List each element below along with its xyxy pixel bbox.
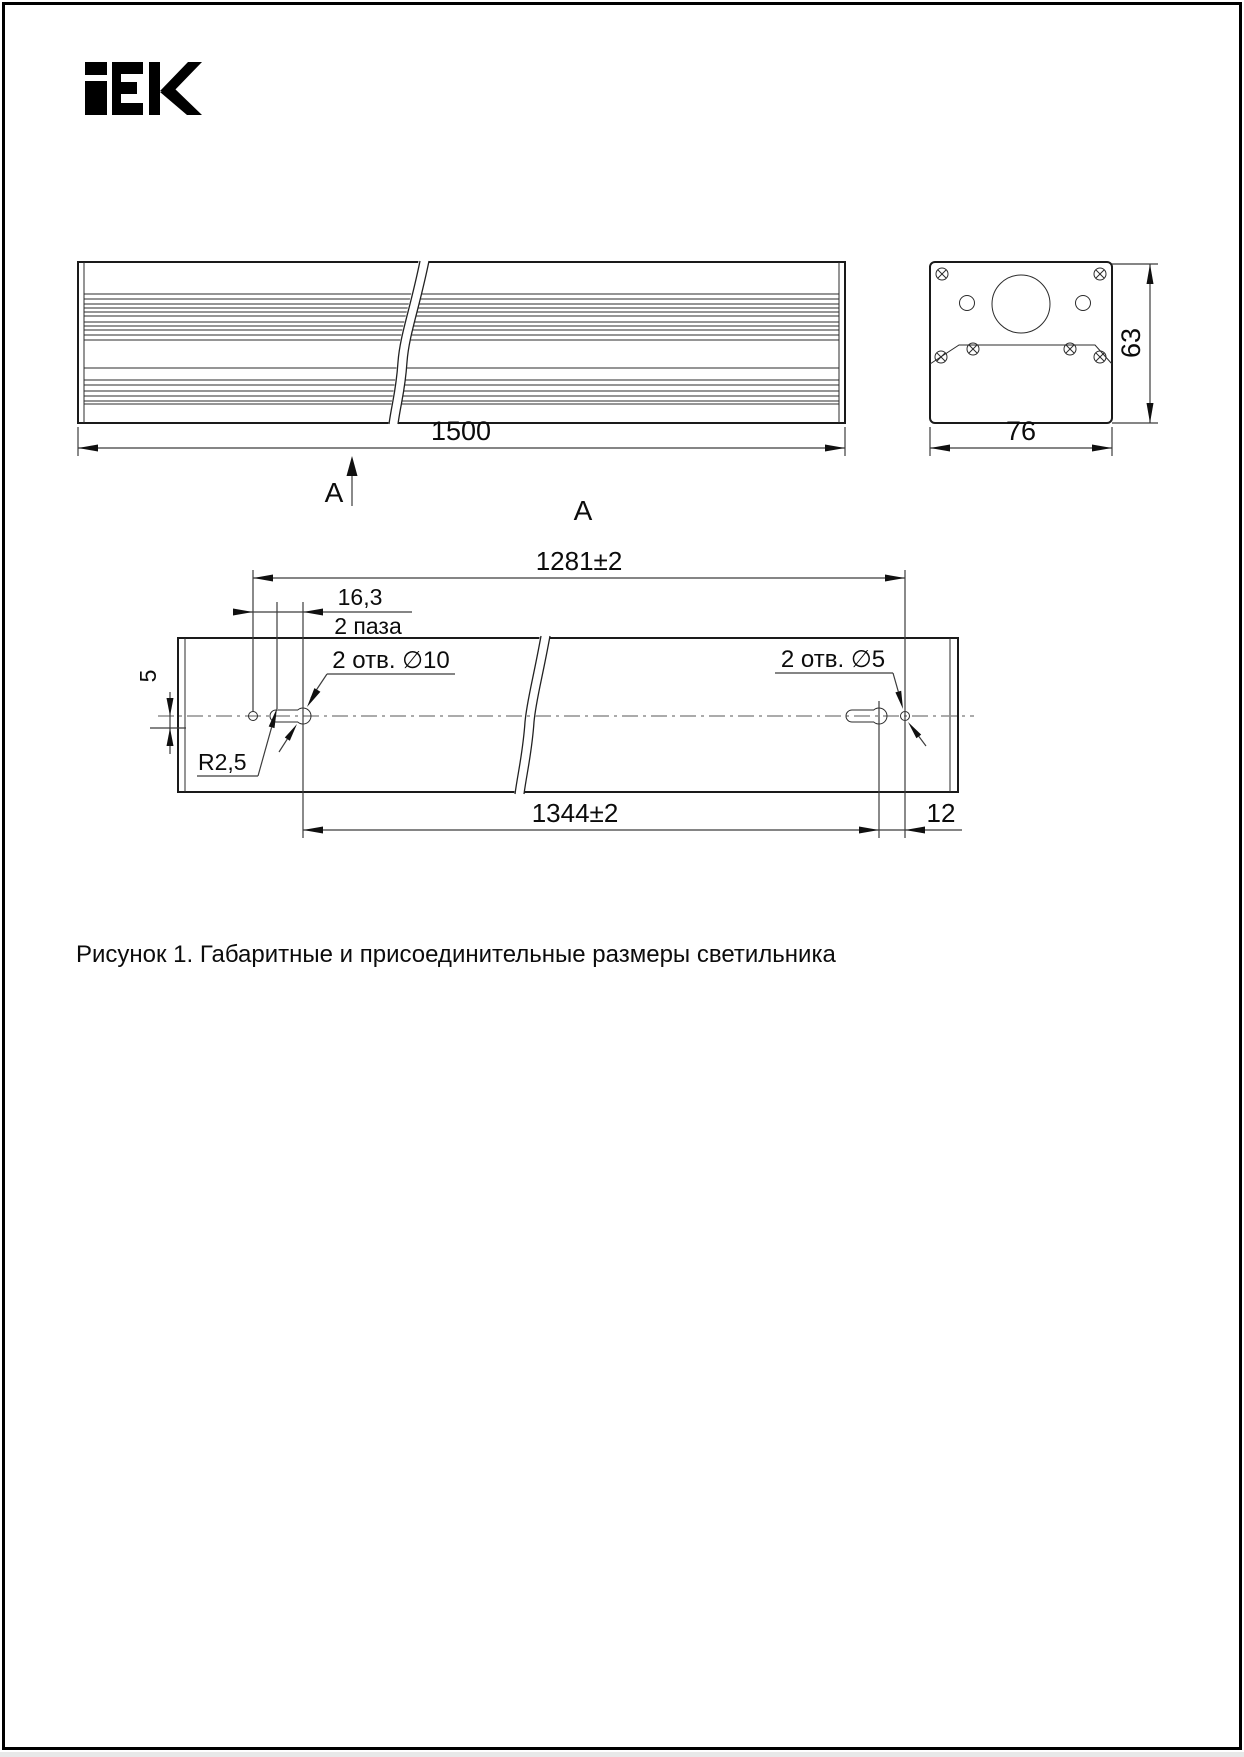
screw-icon	[1094, 351, 1106, 363]
slot-count-note: 2 паза	[334, 613, 402, 639]
leader-arrow	[895, 691, 903, 709]
end-height-dim: 63	[1116, 327, 1146, 359]
screw-icon	[935, 351, 947, 363]
end-width-dim: 76	[1005, 416, 1037, 446]
side-hole-right	[1076, 296, 1091, 311]
arrowhead	[1092, 445, 1112, 452]
rib-lines	[84, 294, 839, 404]
label-holes-10	[279, 647, 455, 752]
large-holes-label: 2 отв. ∅10	[332, 647, 450, 674]
screw-icon	[1094, 268, 1106, 280]
front-view-outline	[78, 262, 845, 423]
section-cut-arrow	[325, 456, 358, 508]
end-view	[930, 262, 1158, 456]
dim-12	[905, 798, 955, 834]
arrowhead	[303, 609, 323, 616]
side-hole-left	[960, 296, 975, 311]
edge-offset-dim: 12	[926, 798, 956, 828]
leader-arrow	[908, 722, 921, 738]
slot-radius-label: R2,5	[198, 749, 247, 775]
arrowhead	[825, 445, 845, 452]
arrowhead	[167, 728, 174, 746]
section-view	[135, 495, 974, 838]
label-holes-5	[775, 646, 926, 746]
label-r2-5	[197, 708, 277, 776]
dim-16-3	[233, 584, 412, 639]
slot-length-dim: 16,3	[337, 584, 383, 610]
arrowhead	[905, 827, 925, 834]
end-view-outline	[930, 262, 1112, 423]
arrowhead	[1147, 264, 1154, 284]
arrowhead	[1147, 403, 1154, 423]
center-offset-dim: 5	[135, 669, 161, 683]
small-holes-label: 2 отв. ∅5	[780, 646, 886, 673]
arrowhead	[930, 445, 950, 452]
iek-logo	[85, 62, 202, 115]
arrowhead	[78, 445, 98, 452]
section-cut-label: A	[324, 477, 344, 508]
arrowhead	[303, 827, 323, 834]
slots-span-dim: 1344±2	[531, 798, 619, 828]
section-view-title: A	[573, 495, 593, 526]
arrowhead	[885, 575, 905, 582]
figure-caption: Рисунок 1. Габаритные и присоединительные размеры светильника	[76, 941, 836, 968]
leader-arrow	[285, 724, 297, 741]
front-view	[78, 259, 845, 508]
screw-icon	[936, 268, 948, 280]
arrowhead	[347, 456, 358, 476]
cable-entry-hole	[992, 275, 1050, 333]
arrowhead	[233, 609, 253, 616]
arrowhead	[253, 575, 273, 582]
break-line-section	[515, 635, 550, 795]
arrowhead	[167, 698, 174, 716]
front-length-dim: 1500	[430, 416, 492, 446]
leader-arrow	[307, 688, 320, 707]
dim-1281	[253, 546, 905, 582]
dim-63	[1112, 264, 1158, 423]
holes-span-dim: 1281±2	[535, 546, 623, 576]
arrowhead	[859, 827, 879, 834]
bracket-line	[930, 345, 1112, 364]
dim-1344	[303, 798, 962, 834]
